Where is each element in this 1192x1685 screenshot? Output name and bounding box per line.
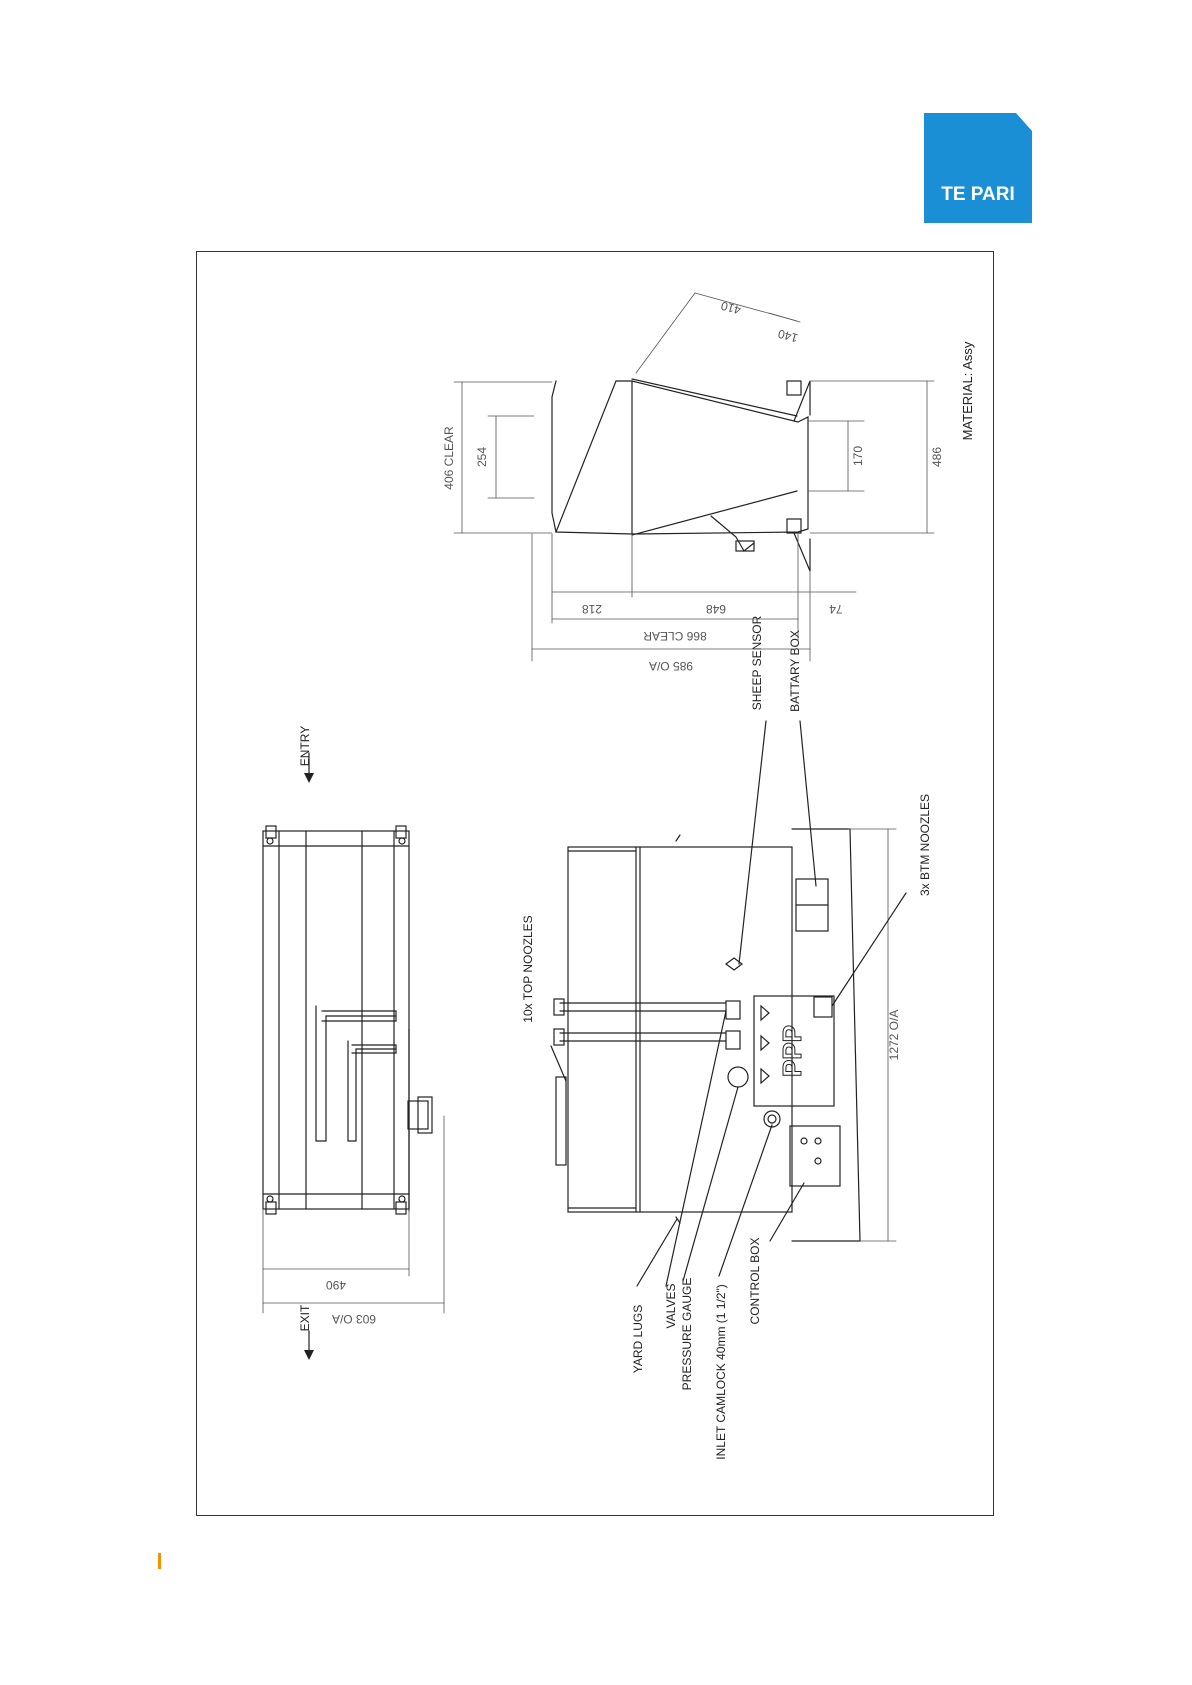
top-view-frame — [263, 831, 409, 1209]
dim-866-label: 866 CLEAR — [643, 629, 707, 643]
callout-control-box: CONTROL BOX — [748, 1237, 762, 1325]
dim-603-label: 603 O/A — [331, 1312, 377, 1326]
exit-arrow — [298, 1304, 314, 1360]
dim-140-label: 140 — [776, 326, 800, 346]
logo-text: TE PARI — [941, 184, 1015, 205]
control-box — [790, 1126, 840, 1186]
top-view-dimensions — [263, 1116, 444, 1326]
callout-pressure-gauge: PRESSURE GAUGE — [680, 1277, 694, 1391]
end-view-foot — [787, 381, 801, 395]
te-pari-logo — [924, 113, 1032, 223]
dim-218-label: 218 — [581, 602, 603, 616]
dim-254-label: 254 — [475, 446, 489, 468]
lug — [396, 826, 406, 838]
entry-arrow — [298, 726, 314, 783]
page-accent-mark — [158, 1553, 161, 1569]
dim-648-label: 648 — [705, 602, 727, 616]
callout-yard-lugs: YARD LUGS — [631, 1304, 645, 1374]
lug — [396, 1202, 406, 1214]
lug — [266, 826, 276, 838]
entry-label: ENTRY — [298, 725, 312, 767]
top-view-pipe-2 — [348, 1041, 396, 1141]
top-nozzle-pipe-1 — [560, 1003, 726, 1011]
callout-inlet-camlock: INLET CAMLOCK 40mm (1 1/2") — [714, 1284, 728, 1460]
logo-badge — [924, 113, 1032, 223]
valve-2 — [726, 1031, 740, 1049]
callout-battary-box: BATTARY BOX — [788, 630, 802, 712]
lug — [266, 1202, 276, 1214]
end-view-outline — [556, 381, 808, 534]
exit-label: EXIT — [298, 1304, 312, 1332]
dim-985-label: 985 O/A — [648, 659, 694, 673]
end-view-dimensions — [442, 293, 944, 673]
dim-486-label: 486 — [930, 446, 944, 468]
top-nozzle-bar — [556, 1077, 566, 1165]
material-note: MATERIAL: Assy — [960, 341, 975, 441]
pressure-gauge — [728, 1067, 748, 1087]
btm-nozzles — [814, 997, 832, 1017]
pump-label: PPP — [777, 1024, 807, 1078]
dim-1272-label: 1272 O/A — [887, 1009, 901, 1061]
front-view-body — [568, 847, 792, 1212]
callout-sheep-sensor: SHEEP SENSOR — [750, 615, 764, 711]
yard-lug — [676, 835, 680, 841]
drawing-border — [197, 252, 994, 1516]
dim-406-label: 406 CLEAR — [442, 426, 456, 490]
callout-btm-nozzles: 3x BTM NOOZLES — [918, 793, 932, 897]
top-view — [263, 826, 432, 1214]
callout-top-nozzles: 10x TOP NOOZLES — [521, 915, 535, 1023]
technical-drawing-sheet — [196, 251, 994, 1516]
front-view-dimensions — [848, 829, 901, 1241]
top-nozzle-pipe-2 — [560, 1033, 726, 1041]
dim-170-label: 170 — [851, 445, 865, 467]
dim-410-label: 410 — [719, 298, 743, 318]
front-view — [554, 829, 860, 1241]
end-view — [552, 379, 810, 571]
dim-490-label: 490 — [325, 1278, 347, 1292]
callout-valves: VALVES — [664, 1283, 678, 1329]
dim-74-label: 74 — [829, 602, 843, 616]
valve-1 — [726, 1001, 740, 1019]
